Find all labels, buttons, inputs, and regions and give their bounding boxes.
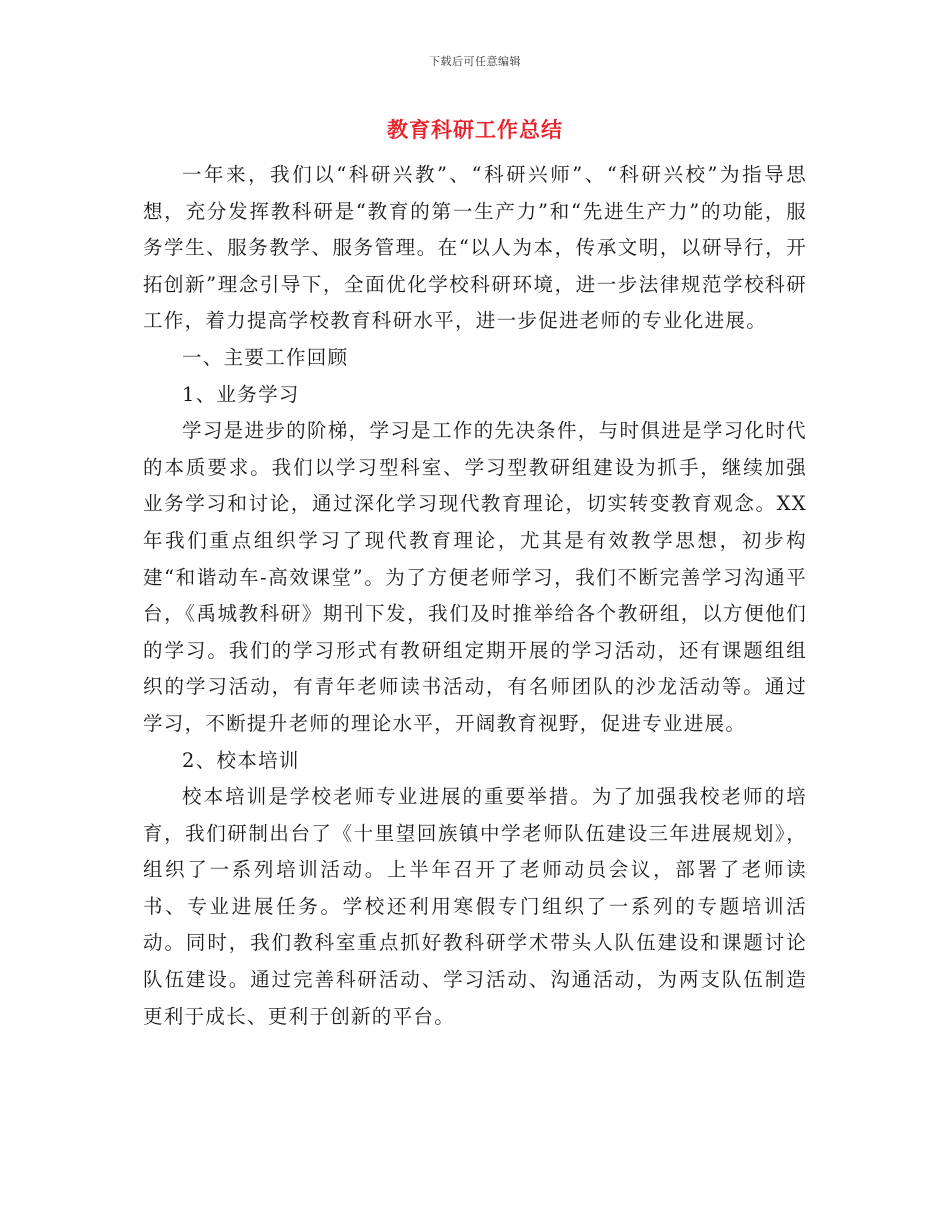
document-title: 教育科研工作总结 [387, 117, 563, 142]
business-study-paragraph: 学习是进步的阶梯，学习是工作的先决条件，与时俱进是学习化时代的本质要求。我们以学习型科室、学习型教研组建设为抓手，继续加强业务学习和讨论，通过深化学习现代教育理论，切实转变教育观念。XX年我们重点组织学习了现代教育理论，尤其是有效教学思想，初步构建“和谐动车-高效课堂”。为了方便老师学习，我们不断完善学习沟通平台，《禹城教科研》期刊下发，我们及时推举给各个教研组，以方便他们的学习。我们的学习形式有教研组定期开展的学习活动，还有课题组组织的学习活动，有青年老师读书活动，有名师团队的沙龙活动等。通过学习，不断提升老师的理论水平，开阔教育视野，促进专业进展。 [143, 419, 807, 735]
intro-paragraph: 一年来，我们以“科研兴教”、“科研兴师”、“科研兴校”为指导思想，充分发挥教科研是“教育的第一生产力”和“先进生产力”的功能，服务学生、服务教学、服务管理。在“以人为本，传承文明，以研导行，开拓创新”理念引导下，全面优化学校科研环境，进一步法律规范学校科研工作，着力提高学校教育科研水平，进一步促进老师的专业化进展。 [143, 163, 807, 333]
subheading-school-training: 2、校本培训 [182, 748, 300, 772]
section-heading-review: 一、主要工作回顾 [182, 345, 349, 369]
subheading-business-study: 1、业务学习 [182, 382, 300, 406]
school-training-paragraph: 校本培训是学校老师专业进展的重要举措。为了加强我校老师的培育，我们研制出台了《十里望回族镇中学老师队伍建设三年进展规划》，组织了一系列培训活动。上半年召开了老师动员会议，部署了老师读书、专业进展任务。学校还利用寒假专门组织了一系列的专题培训活动。同时，我们教科室重点抓好教科研学术带头人队伍建设和课题讨论队伍建设。通过完善科研活动、学习活动、沟通活动，为两支队伍制造更利于成长、更利于创新的平台。 [143, 785, 807, 1028]
page-header-note: 下载后可任意编辑 [429, 55, 521, 68]
document-body [143, 157, 807, 1035]
